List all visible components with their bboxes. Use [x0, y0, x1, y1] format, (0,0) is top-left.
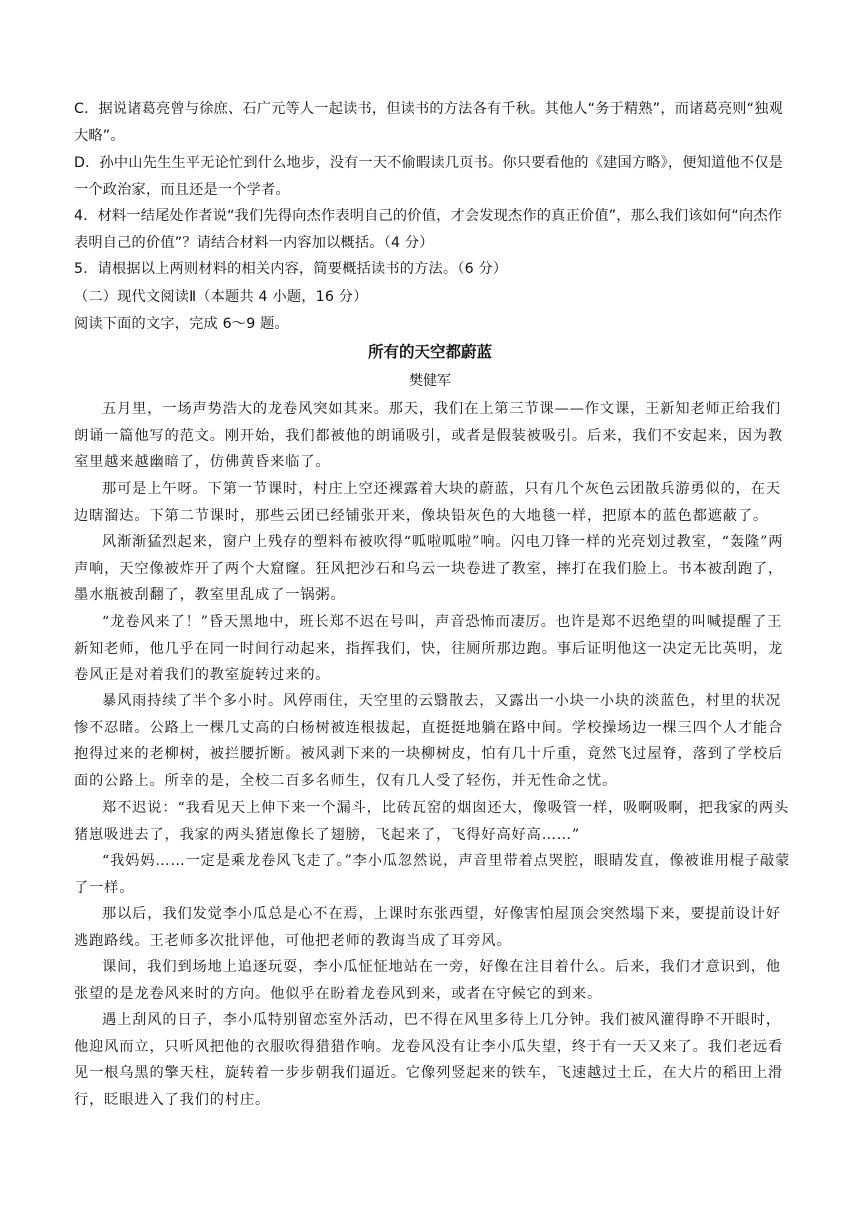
article-title: 所有的天空都蔚蓝 — [367, 343, 492, 361]
article-author: 樊健军 — [409, 373, 451, 389]
paragraph-1: 五月里，一场声势浩大的龙卷风突如其来。那天，我们在上第三节课——作文课，王新知老师正给我们朗诵一篇他写的范文。刚开始，我们都被他的朗诵吸引，或者是假装被吸引。后来，我们不安起来，因为教室里越来越幽暗了，仿佛黄昏来临了。 — [74, 401, 784, 470]
question-option-d: D．孙中山先生生平无论忙到什么地步，没有一天不偷暇读几页书。你只要看他的《建国方略》，便知道他不仅是一个政治家，而且还是一个学者。 — [74, 155, 784, 198]
paragraph-4: “龙卷风来了！”昏天黑地中，班长郑不迟在号叫，声音恐怖而凄厉。也许是郑不迟绝望的叫喊提醒了王新知老师，他几乎在同一时间行动起来，指挥我们，快，往厕所那边跑。事后证明他这一决定无比英明，龙卷风正是对着我们的教室旋转过来的。 — [74, 614, 784, 683]
question-option-c: C．据说诸葛亮曾与徐庶、石广元等人一起读书，但读书的方法各有千秋。其他人“务于精熟”，而诸葛亮则“独观大略”。 — [74, 101, 783, 144]
paragraph-5: 暴风雨持续了半个多小时。风停雨住，天空里的云翳散去，又露出一小块一小块的淡蓝色，村里的状况惨不忍睹。公路上一棵几丈高的白杨树被连根拔起，直挺挺地躺在路中间。学校操场边一棵三四个人才能合抱得过来的老柳树，被拦腰折断。被风剥下来的一块柳树皮，怕有几十斤重，竟然飞过屋脊，落到了学校后面的公路上。所幸的是，全校二百多名师生，仅有几人受了轻伤，并无性命之忧。 — [74, 693, 784, 789]
paragraph-2: 那可是上午呀。下第一节课时，村庄上空还裸露着大块的蔚蓝，只有几个灰色云团散兵游勇似的，在天边瞎溜达。下第二节课时，那些云团已经铺张开来，像块铅灰色的大地毯一样，把原本的蓝色都遮蔽了。 — [74, 481, 781, 524]
question-5: 5．请根据以上两则材料的相关内容，简要概括读书的方法。（6 分） — [74, 261, 508, 277]
paragraph-10: 遇上刮风的日子，李小瓜特别留恋室外活动，巴不得在风里多待上几分钟。我们被风灌得睁不开眼时，他迎风而立，只听风把他的衣服吹得猎猎作响。龙卷风没有让李小瓜失望，终于有一天又来了。我们老远看见一根乌黑的擎天柱，旋转着一步步朝我们逼近。它像列竖起来的铁车，飞速越过土丘，在大片的稻田上滑行，眨眼进入了我们的村庄。 — [74, 1012, 784, 1108]
paragraph-6: 郑不迟说：“我看见天上伸下来一个漏斗，比砖瓦窑的烟囱还大，像吸管一样，吸啊吸啊，把我家的两头猪崽吸进去了，我家的两头猪崽像长了翅膀，飞起来了，飞得好高好高……” — [74, 800, 790, 843]
paragraph-7: “我妈妈……一定是乘龙卷风飞走了。”李小瓜忽然说，声音里带着点哭腔，眼睛发直，像被谁用棍子敲蒙了一样。 — [74, 853, 791, 896]
paragraph-9: 课间，我们到场地上追逐玩耍，李小瓜怔怔地站在一旁，好像在注目着什么。后来，我们才意识到，他张望的是龙卷风来时的方向。他似乎在盼着龙卷风到来，或者在守候它的到来。 — [74, 959, 781, 1002]
paragraph-3: 风渐渐猛烈起来，窗户上残存的塑料布被吹得“呱啦呱啦”响。闪电刀锋一样的光亮划过教室，“轰隆”两声响，天空像被炸开了两个大窟窿。狂风把沙石和乌云一块卷进了教室，摔打在我们脸上。书本被刮跑了，墨水瓶被刮翻了，教室里乱成了一锅粥。 — [74, 534, 784, 603]
section-heading: （二）现代文阅读Ⅱ（本题共 4 小题，16 分） — [74, 289, 368, 305]
question-4: 4．材料一结尾处作者说“我们先得向杰作表明自己的价值，才会发现杰作的真正价值”，那么我们该如何“向杰作表明自己的价值”？请结合材料一内容加以概括。（4 分） — [74, 208, 783, 251]
paragraph-8: 那以后，我们发觉李小瓜总是心不在焉，上课时东张西望，好像害怕屋顶会突然塌下来，要提前设计好逃跑路线。王老师多次批评他，可他把老师的教诲当成了耳旁风。 — [74, 906, 781, 949]
section-instruction: 阅读下面的文字，完成 6～9 题。 — [74, 316, 289, 332]
